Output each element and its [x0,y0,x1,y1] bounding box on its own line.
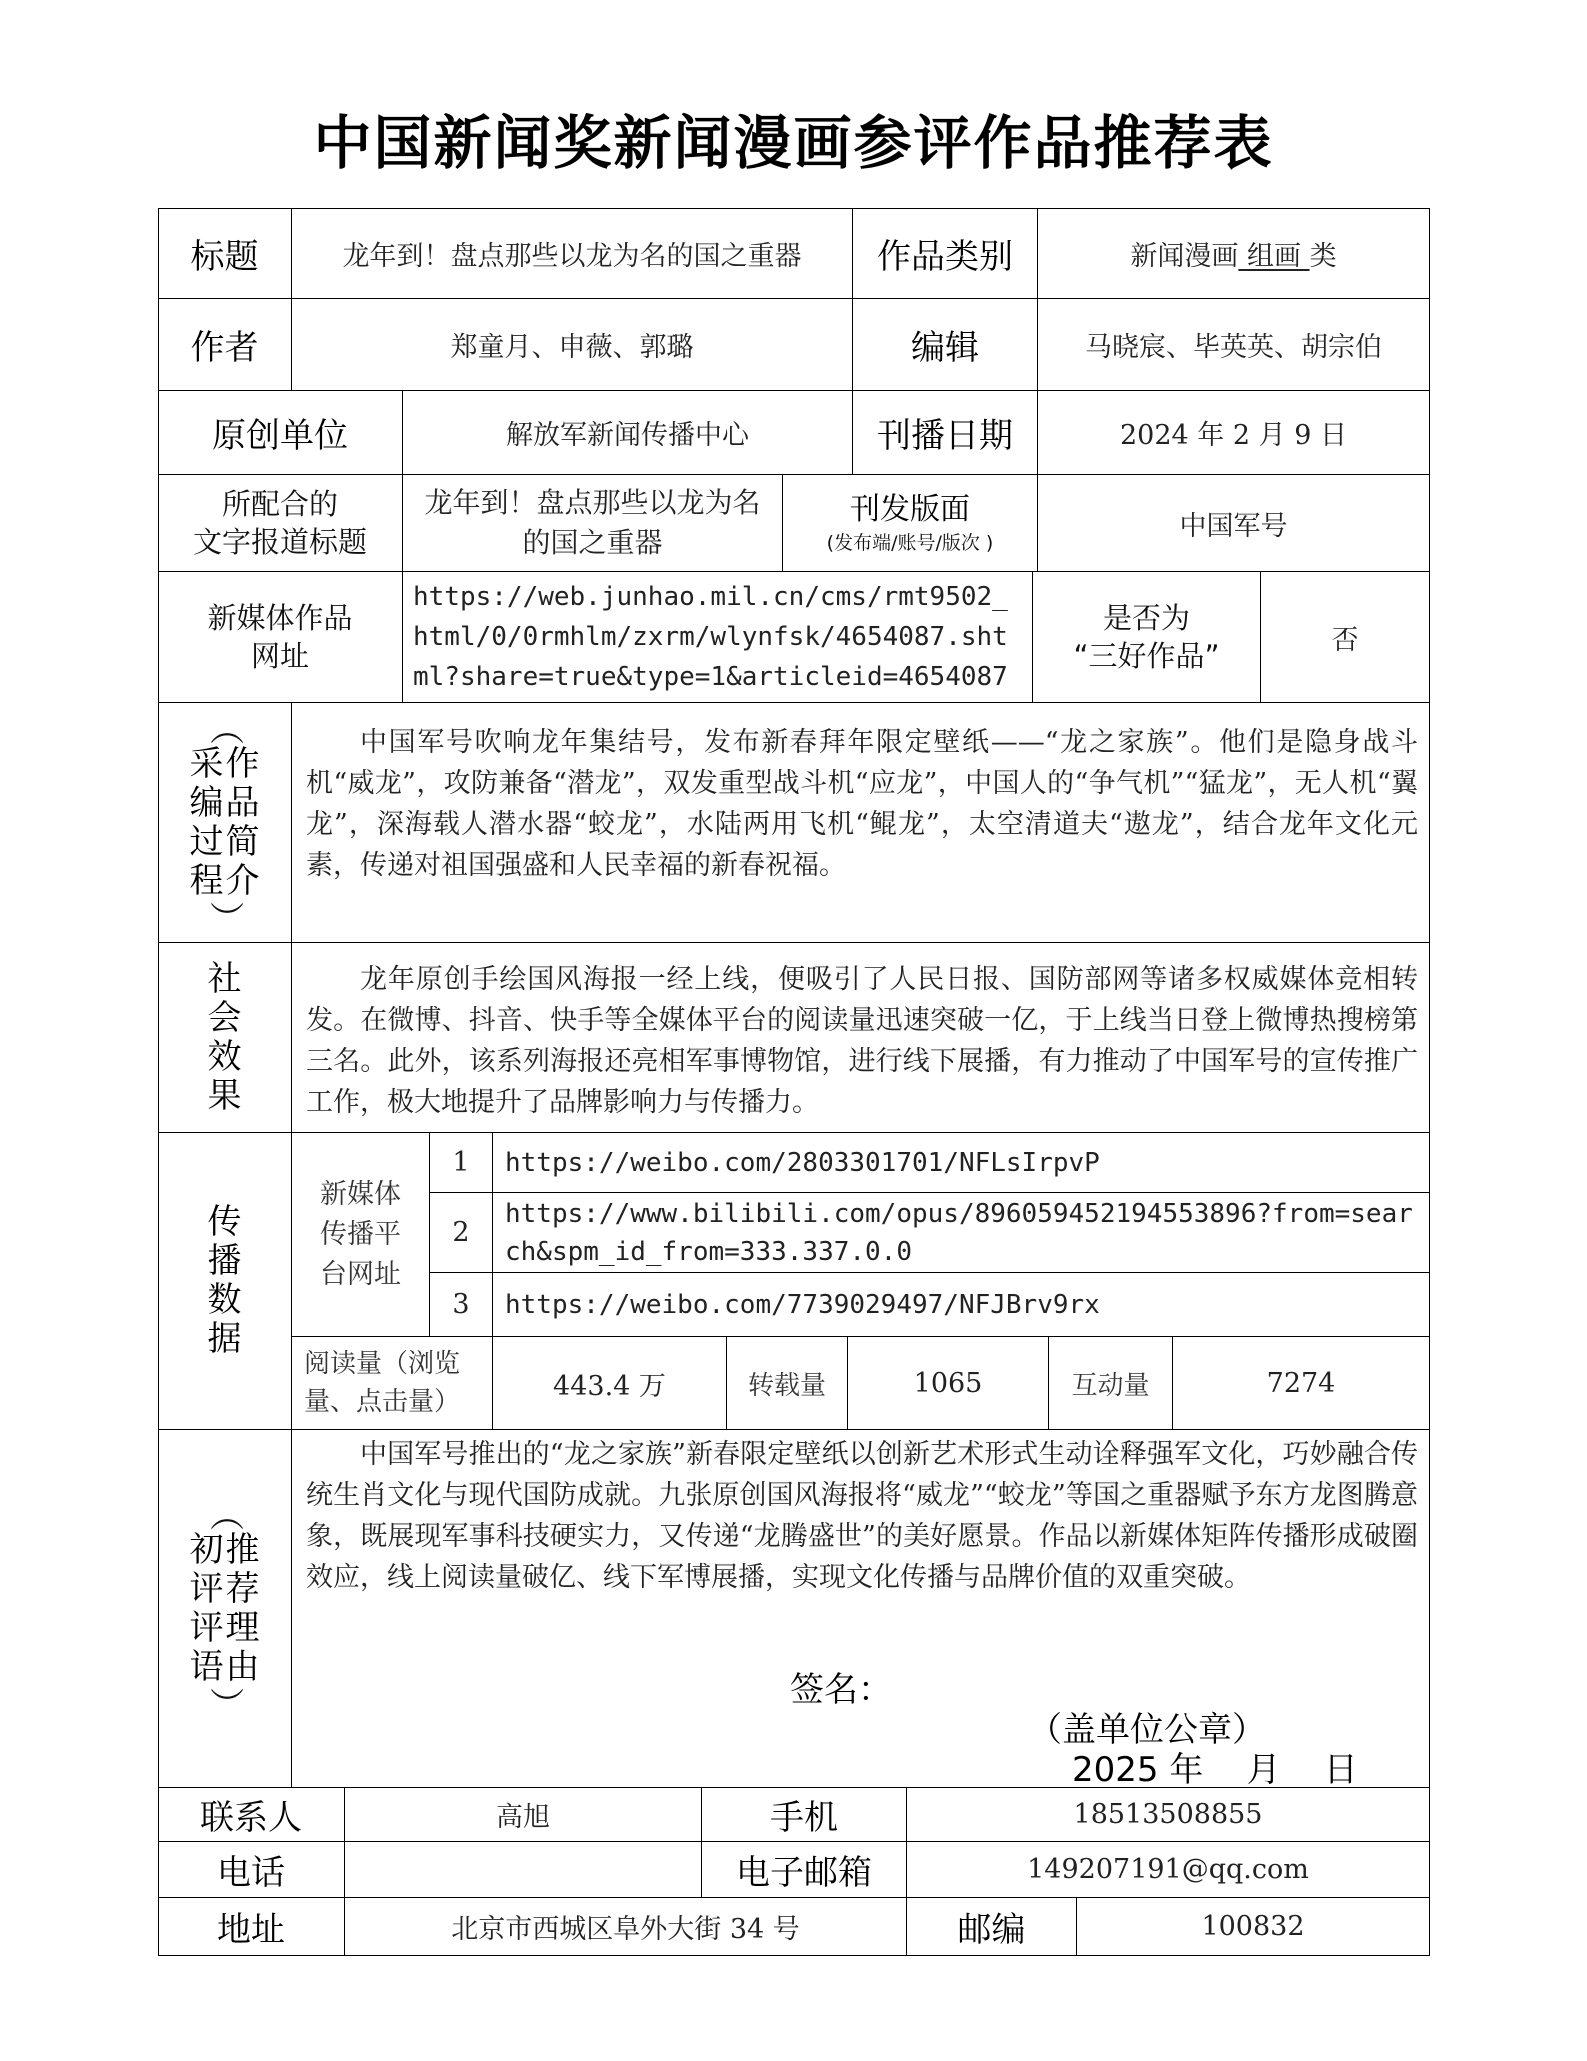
label-category: 作品类别 [853,208,1038,299]
label-reads: 阅读量（浏览量、点击量） [292,1337,493,1430]
label-three-good: 是否为 “三好作品” [1033,572,1261,703]
label-process-col1: 作 品 简 介 [225,743,260,901]
label-zip: 邮编 [907,1898,1077,1956]
label-interact: 互动量 [1049,1337,1173,1430]
editors: 马晓宸、毕英英、胡宗伯 [1038,299,1430,391]
label-process: （ 作 品 简 介 采 编 过 程 ） [158,703,292,943]
link-url-2[interactable]: https://www.bilibili.com/opus/896059452194553896?from=search&spm_id_from=333.337.0.0 [493,1193,1430,1273]
label-edition: 刊发版面 (发布端/账号/版次 ) [783,475,1038,572]
category-suffix: 类 [1309,240,1337,272]
link-number-2: 2 [430,1193,493,1273]
label-phone: 电话 [158,1842,345,1898]
seal-note: （盖单位公章） [1028,1710,1266,1750]
authors: 郑童月、申薇、郭璐 [292,299,853,391]
work-title: 龙年到！盘点那些以龙为名的国之重器 [292,208,853,299]
address: 北京市西城区阜外大街 34 号 [345,1898,907,1956]
label-platform: 新媒体传播平台网址 [292,1133,430,1337]
review-date: 2025 年 月 日 [1072,1750,1358,1790]
category [1038,208,1430,299]
label-social: 社 会 效 果 [158,943,292,1133]
label-process-col2: 采 编 过 程 [189,743,224,901]
reads-value: 443.4 万 [493,1337,727,1430]
label-email: 电子邮箱 [702,1842,907,1898]
three-good-answer: 否 [1261,572,1430,703]
interact-value: 7274 [1173,1337,1430,1430]
edition: 中国军号 [1038,475,1430,572]
link-number-3: 3 [430,1273,493,1337]
category-value: 组画 [1247,240,1301,272]
page-title: 中国新闻奖新闻漫画参评作品推荐表 [313,109,1274,177]
reposts-value: 1065 [848,1337,1049,1430]
link-number-1: 1 [430,1133,493,1193]
label-contact-person: 联系人 [158,1788,345,1842]
process-text: 中国军号吹响龙年集结号，发布新春拜年限定壁纸——“龙之家族”。他们是隐身战斗机“威龙”，攻防兼备“潜龙”，双发重型战斗机“应龙”，中国人的“争气机”“猛龙”，无人机“翼龙”，深海载人潜水器“蛟龙”，水陆两用飞机“鲲龙”，太空清道夫“遨龙”，结合龙年文化元素，传递对祖国强盛和人民幸福的新春祝福。 [306,727,1418,881]
headline: 龙年到！盘点那些以龙为名的国之重器 [403,475,783,572]
label-headline: 所配合的 文字报道标题 [158,475,403,572]
date: 2024 年 2 月 9 日 [1038,391,1430,475]
label-mobile: 手机 [702,1788,907,1842]
label-review-col1: 推 荐 理 由 [225,1529,260,1687]
unit: 解放军新闻传播中心 [403,391,853,475]
category-prefix: 新闻漫画 [1130,240,1239,272]
label-review-col2: 初 评 评 语 [189,1529,224,1687]
label-url: 新媒体作品 网址 [158,572,403,703]
mobile: 18513508855 [907,1788,1430,1842]
zip: 100832 [1077,1898,1430,1956]
label-author: 作者 [158,299,292,391]
label-address: 地址 [158,1898,345,1956]
signature-label: 签名： [790,1670,892,1710]
link-url-3[interactable]: https://weibo.com/7739029497/NFJBrv9rx [493,1273,1430,1337]
label-review: （ 推 荐 理 由 初 评 评 语 ） [158,1430,292,1788]
review-text: 中国军号推出的“龙之家族”新春限定壁纸以创新艺术形式生动诠释强军文化，巧妙融合传统生肖文化与现代国防成就。九张原创国风海报将“威龙”“蛟龙”等国之重器赋予东方龙图腾意象，既展现军事科技硬实力，又传递“龙腾盛世”的美好愿景。作品以新媒体矩阵传播形成破圈效应，线上阅读量破亿、线下军博展播，实现文化传播与品牌价值的双重突破。 [306,1439,1418,1593]
social-text: 龙年原创手绘国风海报一经上线，便吸引了人民日报、国防部网等诸多权威媒体竞相转发。在微博、抖音、快手等全媒体平台的阅读量迅速突破一亿，于上线当日登上微博热搜榜第三名。此外，该系列海报还亮相军事博物馆，进行线下展播，有力推动了中国军号的宣传推广工作，极大地提升了品牌影响力与传播力。 [306,964,1418,1118]
label-reposts: 转载量 [727,1337,848,1430]
phone [345,1842,702,1898]
contact-person: 高旭 [345,1788,702,1842]
label-spread: 传 播 数 据 [158,1133,292,1430]
label-editor: 编辑 [853,299,1038,391]
email: 149207191@qq.com [907,1842,1430,1898]
label-unit: 原创单位 [158,391,403,475]
work-url-link[interactable]: https://web.junhao.mil.cn/cms/rmt9502_html/0/0rmhlm/zxrm/wlynfsk/4654087.shtml?share=true&type=1&articleid=4654087 [403,572,1033,703]
link-url-1[interactable]: https://weibo.com/2803301701/NFLsIrpvP [493,1133,1430,1193]
label-date: 刊播日期 [853,391,1038,475]
label-title: 标题 [158,208,292,299]
